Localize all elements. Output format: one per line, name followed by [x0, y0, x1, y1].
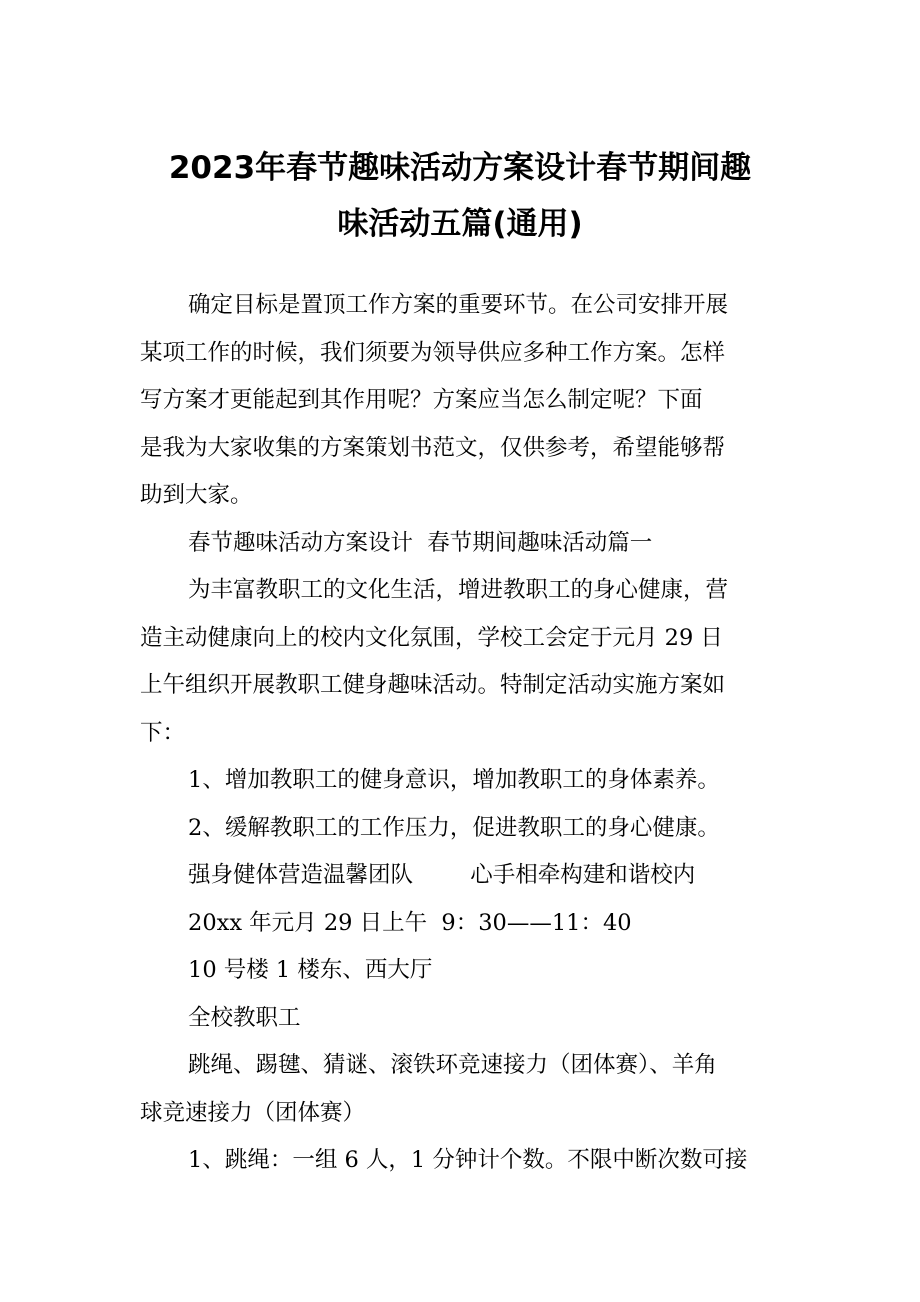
purpose-paragraph-line: 上午组织开展教职工健身趣味活动。特制定活动实施方案如	[140, 672, 726, 698]
title-line-1: 2023年春节趣味活动方案设计春节期间趣	[168, 150, 752, 186]
section-heading: 春节趣味活动方案设计 春节期间趣味活动篇一	[188, 529, 653, 556]
document-body	[140, 282, 780, 1185]
intro-paragraph-line: 是我为大家收集的方案策划书范文，仅供参考，希望能够帮	[140, 434, 726, 461]
goal-item-2: 2、缓解教职工的工作压力，促进教职工的身心健康。	[188, 814, 720, 841]
purpose-paragraph-line: 为丰富教职工的文化生活，增进教职工的身心健康，营	[188, 577, 729, 603]
activity-events-line: 跳绳、踢毽、猜谜、滚铁环竞速接力（团体赛）、羊角	[188, 1052, 717, 1078]
intro-paragraph-line: 助到大家。	[140, 482, 253, 508]
activity-theme: 强身健体营造温馨团队 心手相牵构建和谐校内	[188, 862, 696, 888]
goal-item-1: 1、增加教职工的健身意识，增加教职工的身体素养。	[188, 767, 720, 793]
intro-paragraph-line: 确定目标是置顶工作方案的重要环节。在公司安排开展	[188, 292, 729, 318]
activity-events-line: 球竞速接力（团体赛）	[140, 1099, 366, 1126]
purpose-paragraph-line: 造主动健康向上的校内文化氛围，学校工会定于元月 29 日	[140, 624, 723, 651]
rule-item-1: 1、跳绳：一组 6 人，1 分钟计个数。不限中断次数可接	[188, 1147, 748, 1173]
document-title	[140, 140, 780, 252]
title-line-2: 味活动五篇(通用)	[337, 206, 583, 242]
activity-location: 10 号楼 1 楼东、西大厅	[188, 957, 433, 983]
activity-time: 20xx 年元月 29 日上午 9：30——11：40	[188, 909, 632, 936]
intro-paragraph-line: 写方案才更能起到其作用呢？方案应当怎么制定呢？下面	[140, 387, 703, 413]
purpose-paragraph-line: 下：	[140, 719, 186, 746]
activity-participants: 全校教职工	[188, 1004, 301, 1031]
intro-paragraph-line: 某项工作的时候，我们须要为领导供应多种工作方案。怎样	[140, 339, 726, 366]
